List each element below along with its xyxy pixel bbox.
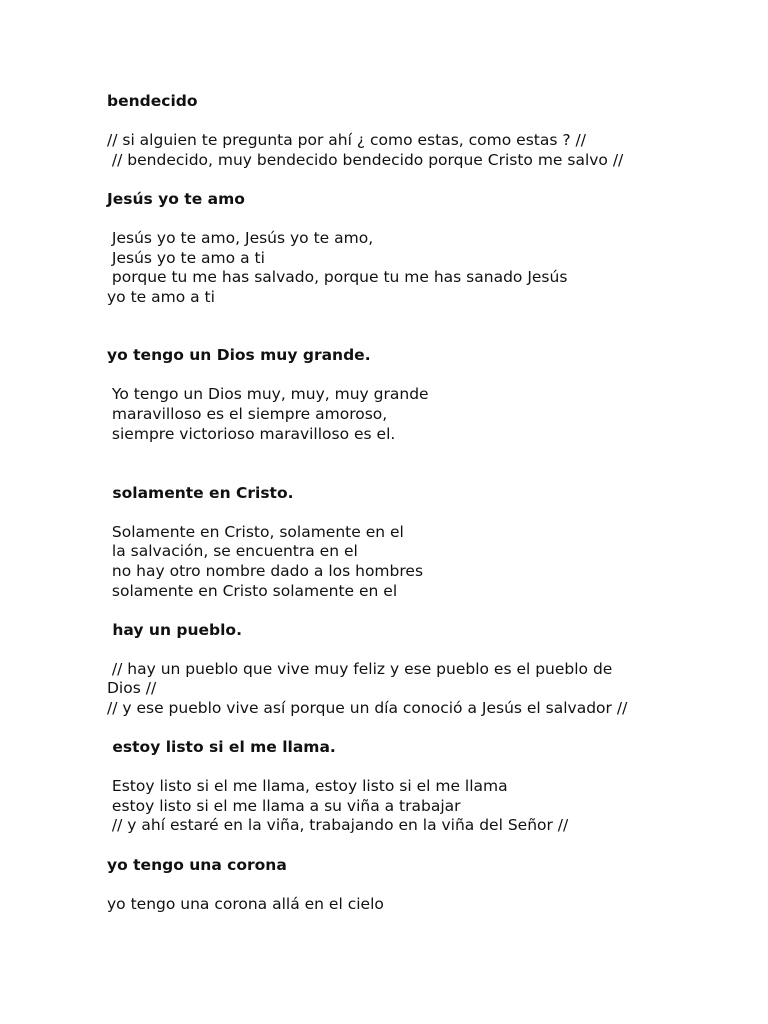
lyric-line: yo te amo a ti [107, 288, 215, 306]
lyric-line: porque tu me has salvado, porque tu me has sanado Jesús [107, 268, 568, 286]
lyric-line: maravilloso es el siempre amoroso, [107, 405, 388, 423]
song-title: Jesús yo te amo [107, 190, 245, 208]
lyric-line: // y ahí estaré en la viña, trabajando en la viña del Señor // [107, 816, 569, 834]
lyric-line: yo tengo una corona allá en el cielo [107, 895, 384, 913]
song-title: solamente en Cristo. [107, 484, 294, 502]
lyric-line: // y ese pueblo vive así porque un día conoció a Jesús el salvador // [107, 699, 628, 717]
song-title: yo tengo una corona [107, 856, 287, 874]
lyric-line: Jesús yo te amo a ti [107, 249, 265, 267]
lyric-line: // bendecido, muy bendecido bendecido porque Cristo me salvo // [107, 151, 624, 169]
lyric-line: estoy listo si el me llama a su viña a trabajar [107, 797, 461, 815]
lyric-line: Solamente en Cristo, solamente en el [107, 523, 404, 541]
lyric-line: no hay otro nombre dado a los hombres [107, 562, 424, 580]
song-title: hay un pueblo. [107, 621, 242, 639]
lyric-line: // si alguien te pregunta por ahí ¿ como estas, como estas ? // [107, 131, 586, 149]
song-title: yo tengo un Dios muy grande. [107, 346, 371, 364]
lyric-line: siempre victorioso maravilloso es el. [107, 425, 396, 443]
lyric-line: Yo tengo un Dios muy, muy, muy grande [107, 385, 429, 403]
lyric-line: la salvación, se encuentra en el [107, 542, 358, 560]
lyric-line: // hay un pueblo que vive muy feliz y ese pueblo es el pueblo de [107, 660, 613, 678]
song-title: bendecido [107, 92, 198, 110]
lyric-line: Estoy listo si el me llama, estoy listo si el me llama [107, 777, 508, 795]
lyric-line: Dios // [107, 679, 157, 697]
lyric-line: solamente en Cristo solamente en el [107, 582, 398, 600]
song-title: estoy listo si el me llama. [107, 738, 336, 756]
lyric-line: Jesús yo te amo, Jesús yo te amo, [107, 229, 374, 247]
